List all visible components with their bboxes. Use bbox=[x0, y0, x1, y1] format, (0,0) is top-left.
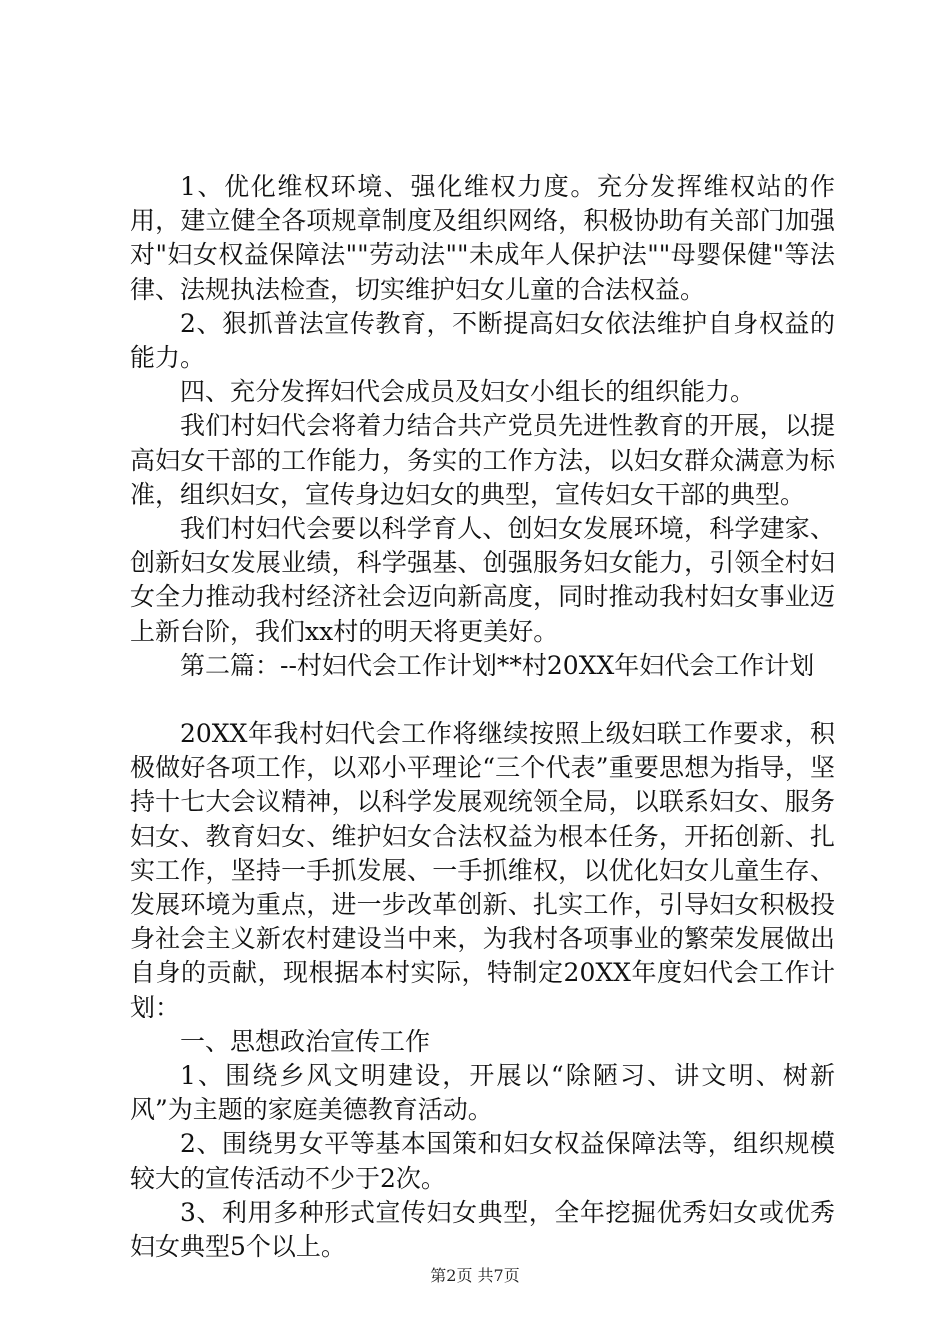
paragraph-cadre-ability: 我们村妇代会将着力结合共产党员先进性教育的开展，以提高妇女干部的工作能力，务实的工作方法，以妇女群众满意为标准，组织妇女，宣传身边妇女的典型，宣传妇女干部的典型。 bbox=[130, 411, 835, 509]
paragraph-section-one-heading: 一、思想政治宣传工作 bbox=[180, 1026, 431, 1056]
paragraph-family-virtue: 1、围绕乡风文明建设，开展以“除陋习、讲文明、树新风”为主题的家庭美德教育活动。 bbox=[130, 1061, 835, 1125]
paragraph-annual-plan-intro: 20XX年我村妇代会工作将继续按照上级妇联工作要求，积极做好各项工作，以邓小平理论“三个代表”重要思想为指导，坚持十七大会议精神，以科学发展观统领全局，以联系妇女、服务妇女、教育妇女、维护妇女合法权益为根本任务，开拓创新、扎实工作，坚持一手抓发展、一手抓维权，以优化妇女儿童生存、发展环境为重点，进一步改革创新、扎实工作，引导妇女积极投身社会主义新农村建设当中来，为我村各项事业的繁荣发展做出自身的贡献，现根据本村实际，特制定20XX年度妇代会工作计划： bbox=[130, 719, 835, 1022]
document-body bbox=[130, 170, 835, 1264]
paragraph-second-article-title: 第二篇：--村妇代会工作计划**村20XX年妇代会工作计划 bbox=[180, 650, 815, 680]
paragraph-equality-campaign: 2、围绕男女平等基本国策和妇女权益保障法等，组织规模较大的宣传活动不少于2次。 bbox=[130, 1129, 835, 1193]
paragraph-model-women: 3、利用多种形式宣传妇女典型，全年挖掘优秀妇女或优秀妇女典型5个以上。 bbox=[130, 1197, 835, 1262]
paragraph-section-four-heading: 四、充分发挥妇代会成员及妇女小组长的组织能力。 bbox=[180, 377, 756, 407]
paragraph-rights-environment: 1、优化维权环境、强化维权力度。充分发挥维权站的作用，建立健全各项规章制度及组织网络，积极协助有关部门加强对"妇女权益保障法""劳动法""未成年人保护法""母婴保健"等法律、法规执法检查，切实维护妇女儿童的合法权益。 bbox=[130, 172, 835, 304]
paragraph-science-development: 我们村妇代会要以科学育人、创妇女发展环境，科学建家、创新妇女发展业绩，科学强基、创强服务妇女能力，引领全村妇女全力推动我村经济社会迈向新高度，同时推动我村妇女事业迈上新台阶，我们xx村的明天将更美好。 bbox=[130, 514, 835, 646]
page-footer: 第2页 共7页 bbox=[430, 1266, 520, 1285]
paragraph-legal-education: 2、狠抓普法宣传教育，不断提高妇女依法维护自身权益的能力。 bbox=[130, 308, 835, 373]
